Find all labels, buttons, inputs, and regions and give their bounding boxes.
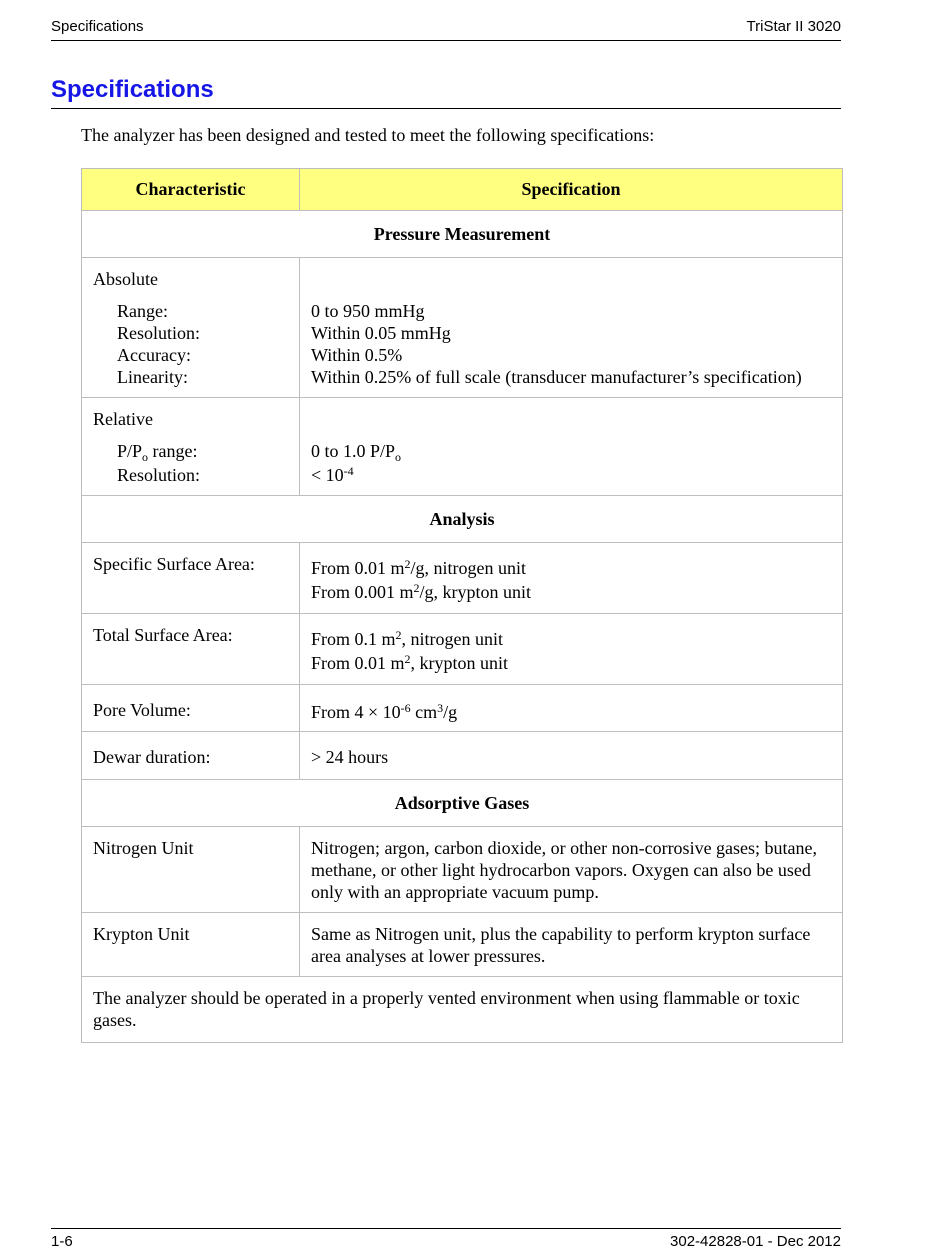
table-note: The analyzer should be operated in a properly vented environment when using flammable or toxic gases. (93, 988, 800, 1030)
section-heading: Pressure Measurement (82, 211, 843, 258)
table-row-krypton-unit (82, 913, 843, 977)
sub-label: Resolution: (117, 323, 201, 343)
running-footer (51, 1228, 841, 1250)
section-row-adsorptive-gases (82, 780, 843, 827)
spec-value: From $4 \times 10^{-6}$ $cm^3/g$ (311, 701, 458, 722)
table-header-row (82, 169, 843, 211)
table-row-relative (82, 398, 843, 496)
section-row-analysis (82, 496, 843, 543)
row-label: Pore Volume: (93, 700, 191, 720)
sub-label: Accuracy: (117, 345, 191, 365)
spec-value: Within 0.5% (311, 345, 403, 365)
spec-value: From 0.01 $m^2$, krypton unit (311, 652, 509, 673)
page-title: Specifications (51, 76, 841, 109)
section-row-pressure (82, 211, 843, 258)
row-label: Total Surface Area: (93, 625, 233, 645)
spec-value: Within 0.25% of full scale (transducer manufacturer’s specification) (311, 367, 802, 387)
spec-value: From 0.1 $m^2$, nitrogen unit (311, 628, 504, 649)
table-row-pore-volume (82, 685, 843, 732)
table-row-total-surface-area (82, 614, 843, 685)
column-header-characteristic: Characteristic (82, 169, 300, 211)
intro-paragraph: The analyzer has been designed and tested to meet the following specifications: (81, 125, 655, 145)
spec-value: From 0.01 $m^2/g$, nitrogen unit (311, 557, 527, 578)
page-number: 1-6 (51, 1233, 73, 1250)
spec-value: Nitrogen; argon, carbon dioxide, or other non-corrosive gases; butane, methane, or other light hydrocarbon vapors. Oxygen can also be used only with an appropriate vacuum pump. (311, 838, 818, 902)
spec-value: > 24 hours (311, 747, 389, 767)
table-row-note (82, 977, 843, 1043)
table-row-absolute (82, 258, 843, 398)
row-label: Krypton Unit (93, 924, 190, 944)
table-row-nitrogen-unit (82, 827, 843, 913)
spec-value: From 0.001 $m^2/g$, krypton unit (311, 581, 532, 602)
sub-label: Linearity: (117, 367, 188, 387)
sub-label: Range: (117, 301, 168, 321)
table-row-dewar-duration (82, 732, 843, 780)
header-section-name: Specifications (51, 18, 144, 35)
document-number: 302-42828-01 - Dec 2012 (670, 1233, 841, 1250)
sub-label: $P/P_o$ range: (117, 441, 198, 464)
row-label: Dewar duration: (93, 747, 211, 767)
spec-value: 0 to 1.0 $P/P_o$ (311, 441, 402, 464)
specifications-table (81, 168, 843, 1043)
spec-value: < $10^{-4}$ (311, 464, 354, 485)
spec-value: Within 0.05 mmHg (311, 323, 451, 343)
row-label: Absolute (93, 269, 158, 289)
section-heading: Adsorptive Gases (82, 780, 843, 827)
table-row-specific-surface-area (82, 543, 843, 614)
sub-label: Resolution: (117, 465, 201, 485)
row-label: Specific Surface Area: (93, 554, 255, 574)
running-header (51, 18, 841, 41)
row-label: Nitrogen Unit (93, 838, 194, 858)
spec-value: Same as Nitrogen unit, plus the capability to perform krypton surface area analyses at lower pressures. (311, 924, 811, 966)
row-label: Relative (93, 409, 153, 429)
column-header-specification: Specification (300, 169, 843, 211)
section-heading: Analysis (82, 496, 843, 543)
spec-value: 0 to 950 mmHg (311, 301, 425, 321)
header-product-name: TriStar II 3020 (746, 18, 841, 35)
